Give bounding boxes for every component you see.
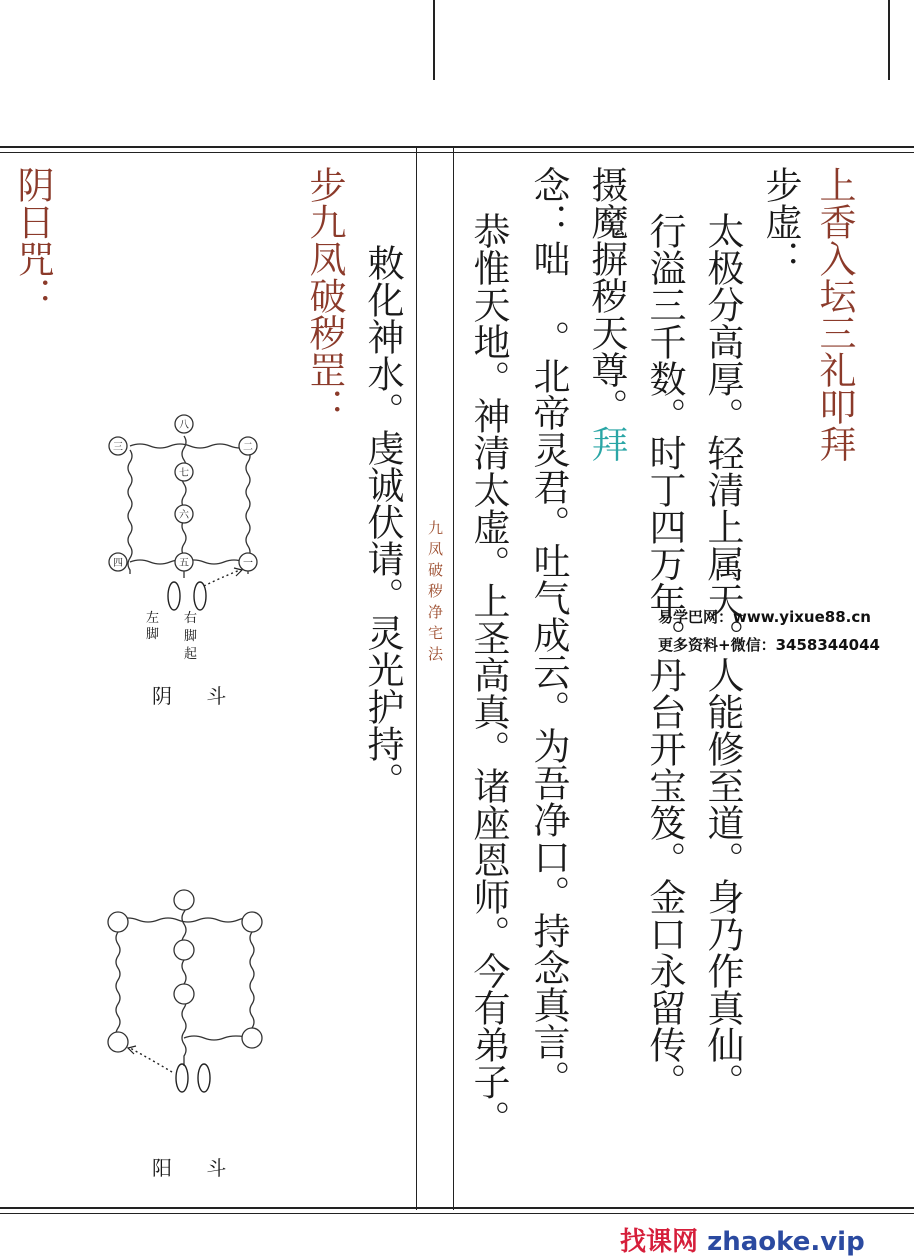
yang-dou-diagram [100, 884, 360, 1104]
book-title-gutter: 九凤破秽净宅法 [426, 520, 444, 667]
verse-line-1: 太极分高厚。轻清上属天。人能修至道。身乃作真仙。 [701, 212, 744, 1100]
node-er: 二 [243, 442, 253, 453]
yin-dou-diagram [100, 410, 360, 670]
frame-bottom-rule [0, 1207, 914, 1209]
verse-line-5: 恭惟天地。神清太虚。上圣高真。诸座恩师。今有弟子。 [467, 212, 510, 1137]
deity-name: 摄魔摒秽天尊。 [585, 166, 628, 425]
left-foot-label: 左 [146, 611, 160, 626]
title-jiufeng: 步九凤破秽罡： [303, 166, 346, 425]
svg-text:脚: 脚 [146, 627, 160, 642]
footer-brand[interactable] [620, 1221, 865, 1258]
frame-top-rule [0, 146, 914, 148]
top-rule-right [888, 0, 890, 80]
right-foot-label: 右 [184, 611, 198, 626]
verse-line-3 [585, 166, 628, 462]
footer-brand-url: zhaoke.vip [707, 1227, 865, 1257]
node-san: 三 [113, 442, 123, 453]
bow-mark: 拜 [585, 425, 628, 462]
yin-dou-label: 阴 斗 [152, 684, 241, 708]
center-rule-right [453, 148, 454, 1210]
node-yi: 一 [243, 558, 253, 569]
center-rule-left [416, 148, 417, 1210]
node-qi: 七 [179, 468, 189, 479]
svg-text:起: 起 [184, 647, 198, 662]
title-incense-ritual: 上香入坛三礼叩拜 [813, 166, 856, 462]
verse-line-6: 敕化神水。虔诚伏请。灵光护持。 [361, 244, 404, 799]
title-yinri: 阴日咒： [11, 166, 54, 314]
top-rule-left [433, 0, 435, 80]
footer-brand-cn: 找课网 [620, 1227, 699, 1257]
frame-top-rule-2 [0, 152, 914, 153]
buxu-label: 步虚： [759, 166, 802, 277]
node-wu: 五 [179, 558, 189, 569]
watermark-line-2: 更多资料+微信：3458344044 [658, 636, 880, 654]
svg-text:脚: 脚 [184, 629, 198, 644]
frame-bottom-rule-2 [0, 1213, 914, 1214]
verse-line-2: 行溢三千数。时丁四万年。丹台开宝笈。金口永留传。 [643, 212, 686, 1100]
watermark-line-1: 易学巴网：www.yixue88.cn [658, 608, 871, 626]
verse-line-4: 念：咄 。北帝灵君。吐气成云。为吾净口。持念真言。 [527, 166, 570, 1097]
node-ba: 八 [179, 420, 189, 431]
node-si: 四 [113, 558, 123, 569]
node-liu: 六 [179, 510, 189, 521]
yang-dou-label: 阳 斗 [152, 1156, 241, 1180]
